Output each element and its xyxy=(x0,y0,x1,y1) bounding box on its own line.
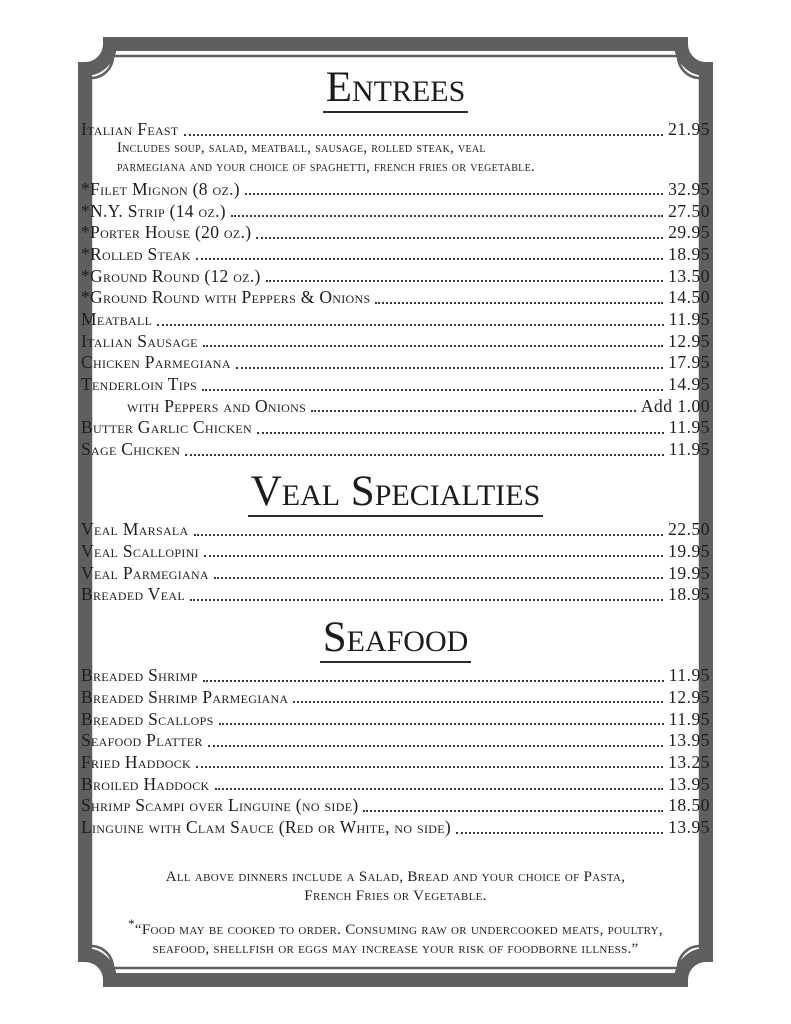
disclaimer-line: seafood, shellfish or eggs may increase your risk of foodborne illness.” xyxy=(152,941,639,957)
menu-item-butter-garlic-chicken[interactable] xyxy=(81,415,710,437)
dot-leader xyxy=(256,237,663,239)
dot-leader xyxy=(231,215,663,217)
dot-leader xyxy=(245,193,663,195)
item-name: *Filet Mignon (8 oz.) xyxy=(81,178,240,199)
menu-item-broiled-haddock[interactable] xyxy=(81,771,710,793)
item-name: Veal Marsala xyxy=(81,519,189,540)
menu-item-porter-house[interactable] xyxy=(81,220,710,242)
item-price: 11.95 xyxy=(668,309,710,329)
item-price: 27.50 xyxy=(668,200,710,221)
item-price: 19.95 xyxy=(668,562,710,583)
item-name: Fried Haddock xyxy=(81,751,191,772)
menu-item-seafood-platter[interactable] xyxy=(81,728,710,750)
dot-leader xyxy=(236,367,663,369)
item-price: 13.50 xyxy=(668,265,710,286)
menu-item-italian-sausage[interactable] xyxy=(81,329,710,351)
dot-leader xyxy=(215,788,664,790)
dot-leader xyxy=(208,745,663,747)
dot-leader xyxy=(257,432,664,434)
dot-leader xyxy=(203,345,663,347)
dot-leader xyxy=(196,258,663,260)
menu-item-shrimp-scampi[interactable] xyxy=(81,793,710,815)
item-price: 13.95 xyxy=(668,730,710,751)
menu-item-breaded-shrimp[interactable] xyxy=(81,663,710,685)
veal-list xyxy=(81,517,710,604)
menu-item-tenderloin-peppers-addon[interactable] xyxy=(81,394,710,416)
disclaimer-text: “Food may be cooked to order. Consuming raw or undercooked meats, poultry, xyxy=(134,922,663,938)
item-price: 29.95 xyxy=(668,222,710,243)
dot-leader xyxy=(375,302,663,304)
item-price: 21.95 xyxy=(668,119,710,140)
dot-leader xyxy=(204,555,663,557)
item-price: 12.95 xyxy=(668,330,710,351)
item-price: 22.50 xyxy=(668,519,710,540)
seafood-list xyxy=(81,663,710,837)
item-price: 18.95 xyxy=(668,584,710,605)
food-safety-disclaimer xyxy=(0,914,791,959)
dot-leader xyxy=(202,389,663,391)
menu-item-italian-feast[interactable] xyxy=(81,117,710,139)
item-price: 11.95 xyxy=(668,439,710,460)
dot-leader xyxy=(190,599,663,601)
item-name: Broiled Haddock xyxy=(81,773,210,794)
item-name: Italian Feast xyxy=(81,119,179,140)
menu-item-veal-scallopini[interactable] xyxy=(81,539,710,561)
item-price: 13.25 xyxy=(668,751,710,772)
item-price: 11.95 xyxy=(668,665,710,686)
menu-item-ground-round[interactable] xyxy=(81,263,710,285)
menu-item-filet-mignon[interactable] xyxy=(81,177,710,199)
item-name: Italian Sausage xyxy=(81,330,198,351)
menu-item-breaded-shrimp-parmegiana[interactable] xyxy=(81,685,710,707)
italian-feast-description xyxy=(81,139,710,177)
entrees-list xyxy=(81,117,710,459)
dot-leader xyxy=(203,680,664,682)
dinner-includes-note xyxy=(0,868,791,906)
dot-leader xyxy=(184,134,664,136)
note-line: All above dinners include a Salad, Bread and your choice of Pasta, xyxy=(165,869,626,885)
menu-item-veal-marsala[interactable] xyxy=(81,517,710,539)
item-name: with Peppers and Onions xyxy=(127,395,307,416)
seafood-heading: Seafood xyxy=(0,616,791,663)
item-name: *Porter House (20 oz.) xyxy=(81,222,252,243)
item-price: 12.95 xyxy=(668,686,710,707)
menu-item-veal-parmegiana[interactable] xyxy=(81,560,710,582)
item-price: 32.95 xyxy=(668,178,710,199)
dot-leader xyxy=(194,534,664,536)
item-price: 14.50 xyxy=(668,287,710,308)
item-name: Butter Garlic Chicken xyxy=(81,417,253,438)
item-price: 11.95 xyxy=(668,708,710,729)
item-name: Breaded Shrimp Parmegiana xyxy=(81,686,289,707)
dot-leader xyxy=(185,454,663,456)
dot-leader xyxy=(363,810,663,812)
menu-item-tenderloin-tips[interactable] xyxy=(81,372,710,394)
veal-specialties-heading: Veal Specialties xyxy=(0,470,791,517)
dot-leader xyxy=(311,410,636,412)
menu-item-meatball[interactable] xyxy=(81,307,710,329)
menu-item-ground-round-peppers[interactable] xyxy=(81,285,710,307)
menu-item-ny-strip[interactable] xyxy=(81,198,710,220)
description-line: Includes soup, salad, meatball, sausage, rolled steak, veal xyxy=(117,139,486,156)
item-price: 13.95 xyxy=(668,817,710,837)
item-price: 18.50 xyxy=(668,795,710,816)
item-name: Breaded Veal xyxy=(81,584,185,605)
item-price: 11.95 xyxy=(668,417,710,438)
menu-item-chicken-parmegiana[interactable] xyxy=(81,350,710,372)
dot-leader xyxy=(219,723,664,725)
disclaimer-line xyxy=(0,914,791,940)
menu-item-breaded-veal[interactable] xyxy=(81,582,710,604)
item-price: 14.95 xyxy=(668,374,710,395)
item-price: 19.95 xyxy=(668,540,710,561)
dot-leader xyxy=(214,577,663,579)
menu-item-fried-haddock[interactable] xyxy=(81,750,710,772)
item-price: 13.95 xyxy=(668,773,710,794)
asterisk-mark: * xyxy=(128,916,135,931)
dot-leader xyxy=(456,832,663,834)
dot-leader xyxy=(196,766,663,768)
menu-item-linguine-clam-sauce[interactable] xyxy=(81,815,710,837)
description-line: parmegiana and your choice of spaghetti, french fries or vegetable. xyxy=(117,158,535,175)
item-name: Chicken Parmegiana xyxy=(81,352,231,373)
dot-leader xyxy=(266,280,663,282)
note-line: French Fries or Vegetable. xyxy=(304,888,487,904)
item-name: *Rolled Steak xyxy=(81,243,191,264)
item-name: Breaded Shrimp xyxy=(81,665,198,686)
entrees-heading: Entrees xyxy=(0,66,791,113)
dot-leader xyxy=(293,701,663,703)
item-name: Tenderloin Tips xyxy=(81,374,197,395)
menu-item-sage-chicken[interactable] xyxy=(81,437,710,459)
item-name: Sage Chicken xyxy=(81,439,181,460)
item-price: Add 1.00 xyxy=(640,395,710,416)
item-name: Seafood Platter xyxy=(81,730,203,751)
item-name: Veal Parmegiana xyxy=(81,562,209,583)
item-price: 18.95 xyxy=(668,243,710,264)
item-name: Linguine with Clam Sauce (Red or White, no side) xyxy=(81,817,452,837)
dot-leader xyxy=(157,324,663,326)
item-name: Breaded Scallops xyxy=(81,708,214,729)
item-price: 17.95 xyxy=(668,352,710,373)
item-name: *Ground Round (12 oz.) xyxy=(81,265,261,286)
item-name: Veal Scallopini xyxy=(81,540,199,561)
item-name: *Ground Round with Peppers & Onions xyxy=(81,287,371,308)
item-name: *N.Y. Strip (14 oz.) xyxy=(81,200,226,221)
menu-item-rolled-steak[interactable] xyxy=(81,242,710,264)
item-name: Shrimp Scampi over Linguine (no side) xyxy=(81,795,359,816)
item-name: Meatball xyxy=(81,309,153,329)
menu-item-breaded-scallops[interactable] xyxy=(81,706,710,728)
